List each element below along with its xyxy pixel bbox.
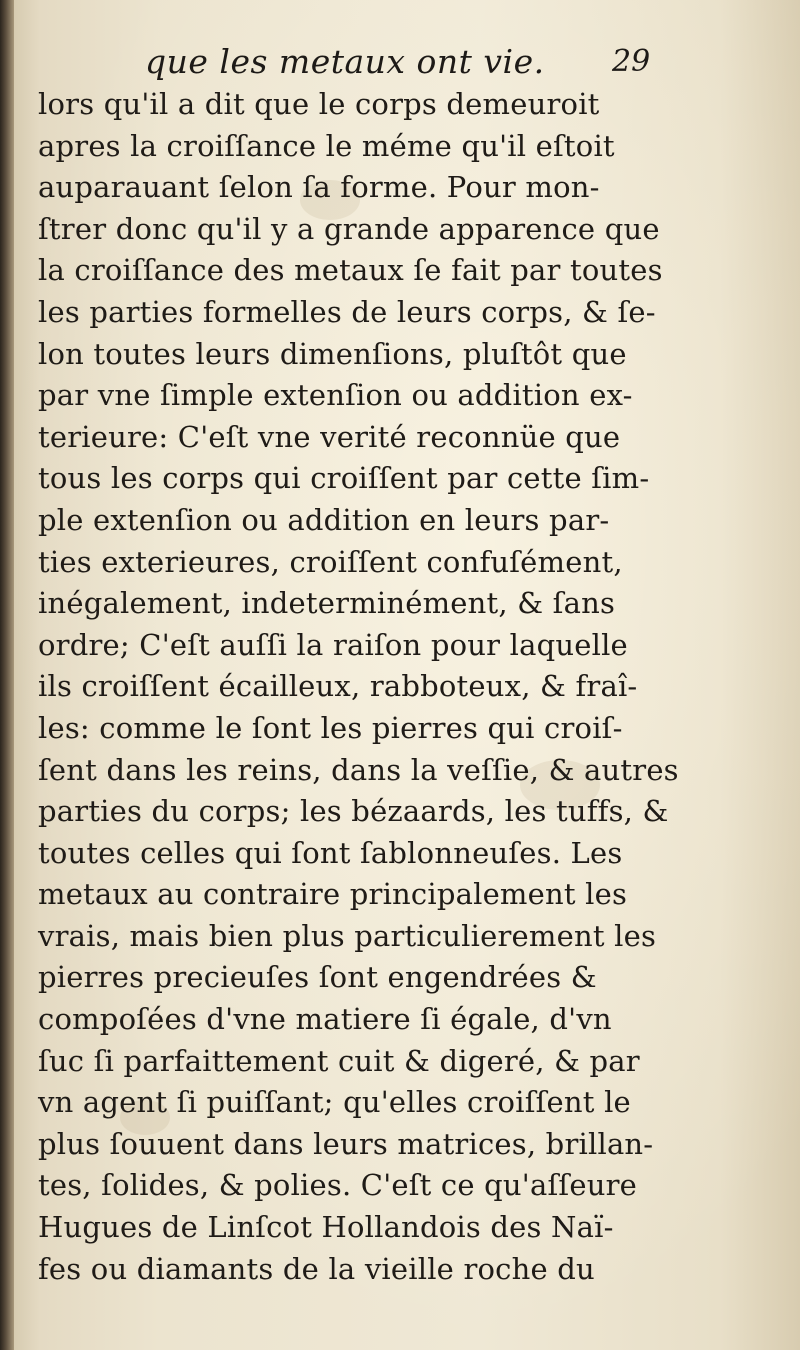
text-line: lon toutes leurs dimenſions, pluſtôt que <box>38 336 627 371</box>
text-line: ſtrer donc qu'il y a grande apparence que <box>38 211 660 246</box>
text-line: les parties formelles de leurs corps, & ſe- <box>38 294 656 329</box>
text-line: lors qu'il a dit que le corps demeuroit <box>38 87 600 121</box>
page-number: 29 <box>612 44 651 79</box>
text-line: vrais, mais bien plus particulierement les <box>38 918 657 953</box>
text-line: toutes celles qui ſont ſablonneuſes. Les <box>38 835 623 870</box>
text-line: plus ſouuent dans leurs matrices, brillan- <box>38 1126 654 1161</box>
text-line: les: comme le ſont les pierres qui croiſ- <box>38 710 623 745</box>
text-line: ties exterieures, croiſſent confuſément, <box>38 544 623 579</box>
text-line: auparauant ſelon ſa forme. Pour mon- <box>38 170 600 205</box>
text-line: terieure: C'eſt vne verité reconnüe que <box>38 419 621 454</box>
running-title: que les metaux ont vie. <box>145 42 545 81</box>
text-line: ſent dans les reins, dans la veſſie, & autres <box>38 752 679 787</box>
text-line: compoſées d'vne matiere ſi égale, d'vn <box>38 1002 612 1037</box>
text-line: par vne ſimple extenſion ou addition ex- <box>38 378 633 413</box>
text-line: tous les corps qui croiſſent par cette ſim- <box>38 461 650 496</box>
body-text <box>38 84 778 1290</box>
text-line: vn agent ſi puiſſant; qu'elles croiſſent le <box>38 1085 631 1120</box>
text-line: apres la croiſſance le méme qu'il eſtoit <box>38 128 615 163</box>
text-line: fes ou diamants de la vieille roche du <box>38 1251 595 1286</box>
text-line: metaux au contraire principalement les <box>38 877 628 912</box>
text-line: tes, ſolides, & polies. C'eſt ce qu'aſſeure <box>38 1168 637 1203</box>
text-line: la croiſſance des metaux ſe fait par toutes <box>38 253 663 288</box>
text-line: inégalement, indeterminément, & ſans <box>38 586 616 621</box>
text-line: ordre; C'eſt auſſi la raiſon pour laquelle <box>38 627 628 662</box>
binding-edge <box>0 0 14 1350</box>
text-line: pierres precieuſes ſont engendrées & <box>38 960 597 995</box>
text-line: parties du corps; les bézaards, les tuffs, & <box>38 794 669 829</box>
text-line: ple extenſion ou addition en leurs par- <box>38 502 610 537</box>
text-line: ils croiſſent écailleux, rabboteux, & fraî- <box>38 669 638 704</box>
text-line: ſuc ſi parfaittement cuit & digeré, & par <box>38 1043 640 1078</box>
text-line: Hugues de Linſcot Hollandois des Naï- <box>38 1210 614 1245</box>
